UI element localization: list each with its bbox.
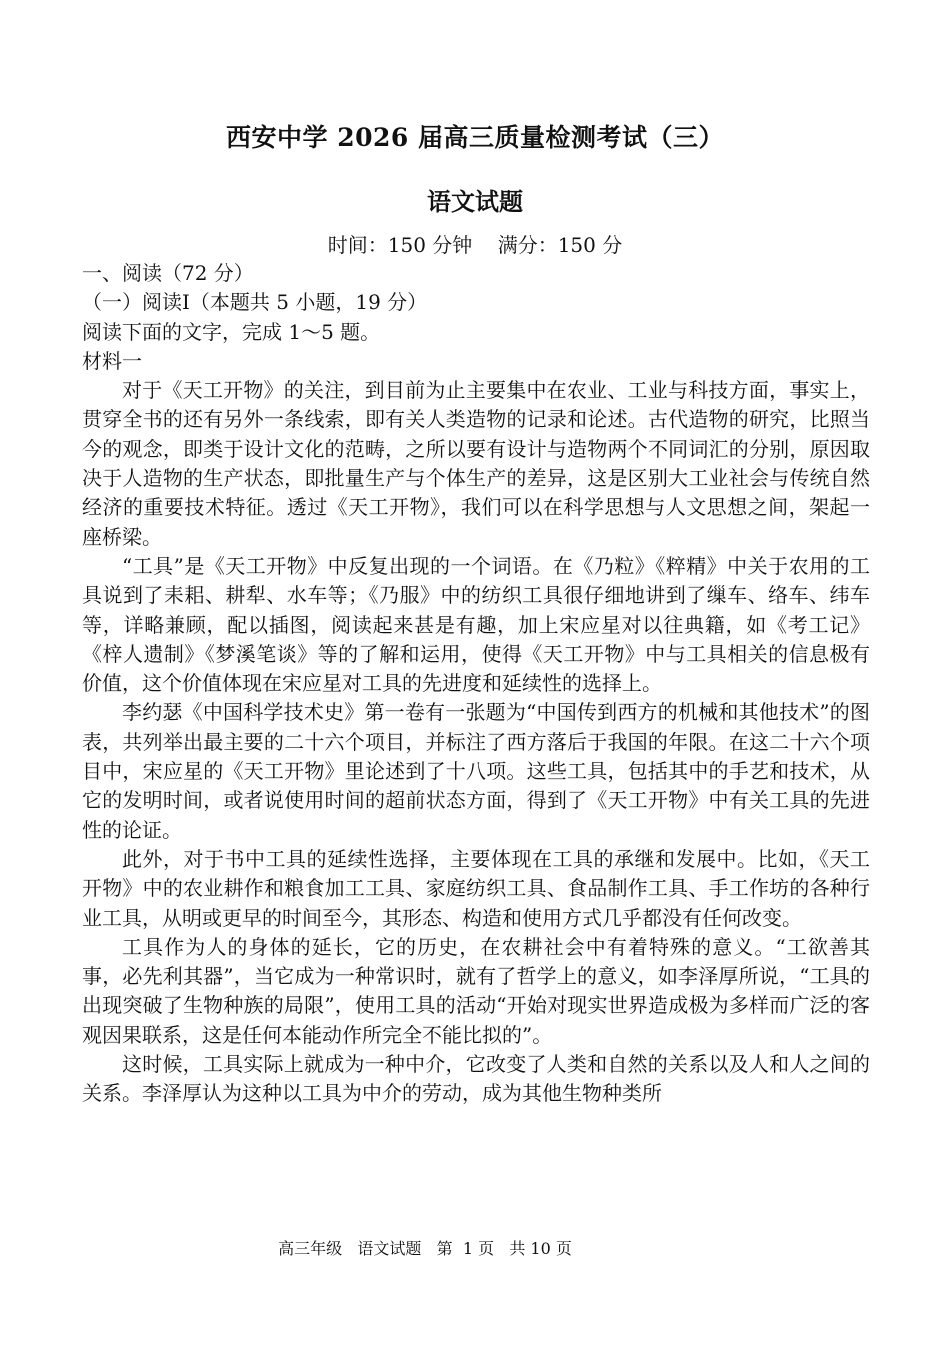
passage-paragraph: 工具作为人的身体的延长，它的历史，在农耕社会中有着特殊的意义。“工欲善其事，必先利其器”，当它成为一种常识时，就有了哲学上的意义，如李泽厚所说，“工具的出现突破了生物种族的局限”，使用工具的活动“开始对现实世界造成极为多样而广泛的客观因果联系，这是任何本能动作所完全不能比拟的”。 bbox=[82, 934, 870, 1047]
passage-paragraph: 对于《天工开物》的关注，到目前为止主要集中在农业、工业与科技方面，事实上，贯穿全书的还有另外一条线索，即有关人类造物的记录和论述。古代造物的研究，比照当今的观念，即类于设计文化的范畴，之所以要有设计与造物两个不同词汇的分别，原因取决于人造物的生产状态，即批量生产与个体生产的差异，这是区别大工业社会与传统自然经济的重要技术特征。透过《天工开物》，我们可以在科学思想与人文思想之间，架起一座桥梁。 bbox=[82, 378, 870, 549]
passage-paragraph: 此外，对于书中工具的延续性选择，主要体现在工具的承继和发展中。比如，《天工开物》中的农业耕作和粮食加工工具、家庭纺织工具、食品制作工具、手工作坊的各种行业工具，从明或更早的时间至今，其形态、构造和使用方式几乎都没有任何改变。 bbox=[82, 846, 870, 930]
page-footer: 高三年级 语文试题 第 1 页 共 10 页 bbox=[278, 1239, 572, 1258]
reading-instruction: 阅读下面的文字，完成 1～5 题。 bbox=[82, 319, 381, 344]
exam-body bbox=[82, 259, 870, 1109]
passage-paragraph: 李约瑟《中国科学技术史》第一卷有一张题为“中国传到西方的机械和其他技术”的图表，共列举出最主要的二十六个项目，并标注了西方落后于我国的年限。在这二十六个项目中，宋应星的《天工开物》里论述到了十八项。这些工具，包括其中的手艺和技术，从它的发明时间，或者说使用时间的超前状态方面，得到了《天工开物》中有关工具的先进性的论证。 bbox=[82, 700, 870, 842]
section-heading: 一、阅读（72 分） bbox=[82, 261, 254, 285]
passage-paragraph: “工具”是《天工开物》中反复出现的一个词语。在《乃粒》《粹精》中关于农用的工具说到了耒耜、耕犁、水车等；《乃服》中的纺织工具很仔细地讲到了缫车、络车、纬车等，详略兼顾，配以插图，阅读起来甚是有趣，加上宋应星对以往典籍，如《考工记》《梓人遗制》《梦溪笔谈》等的了解和运用，使得《天工开物》中与工具相关的信息极有价值，这个价值体现在宋应星对工具的先进度和延续性的选择上。 bbox=[82, 553, 870, 696]
material-label: 材料一 bbox=[82, 348, 142, 373]
exam-title: 西安中学 2026 届高三质量检测考试（三） bbox=[226, 123, 724, 152]
exam-time-and-score: 时间：150 分钟 满分：150 分 bbox=[327, 233, 623, 257]
passage-paragraph: 这时候，工具实际上就成为一种中介，它改变了人类和自然的关系以及人和人之间的关系。李泽厚认为这种以工具为中介的劳动，成为其他生物种类所 bbox=[82, 1052, 870, 1106]
subsection-heading: （一）阅读Ⅰ（本题共 5 小题，19 分） bbox=[82, 290, 428, 315]
subject-title: 语文试题 bbox=[427, 187, 523, 216]
